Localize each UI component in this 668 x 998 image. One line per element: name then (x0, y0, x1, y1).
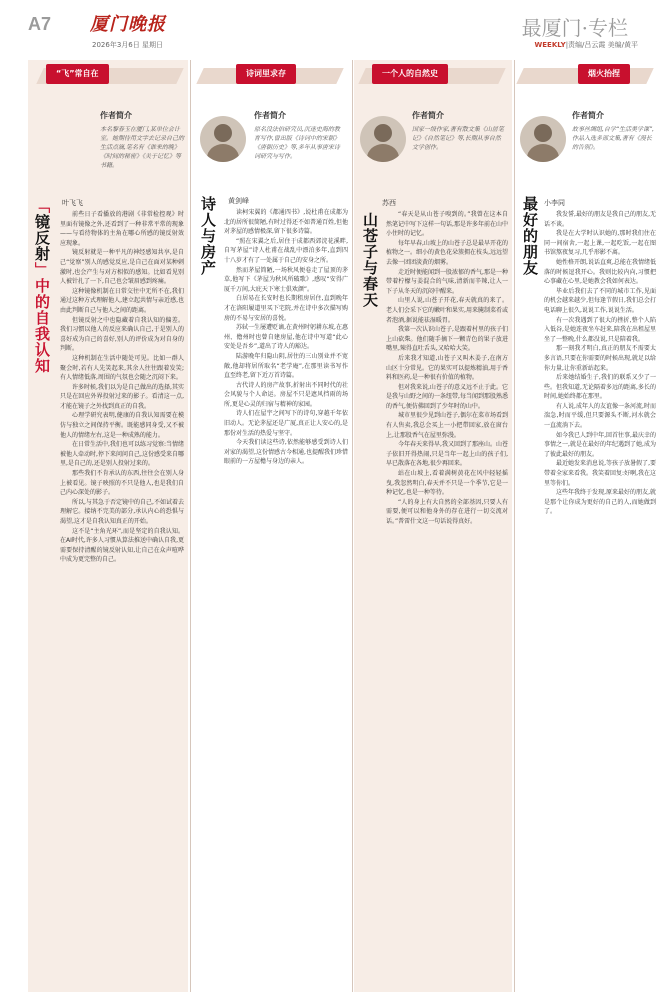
paragraph: 有一次我遇到了很大的挫折,整个人陷入低谷,是她连夜坐车赶来,陪我在出租屋里坐了一整晚,什么都没说,只是陪着我。 (544, 316, 656, 343)
column-3-body (386, 210, 508, 982)
weekly-label: WEEKLY (534, 41, 566, 49)
column-1-tag: “飞”常自在 (46, 64, 109, 84)
column-4-author-photo (520, 116, 566, 162)
paragraph: 在日常生活中,我们也可以练习觉察:当情绪被他人牵动时,停下来问问自己,这份感受来自哪里,是自己的,还是别人投射过来的。 (60, 441, 184, 468)
paragraph: 我第一次认识山苍子,是跟着村里的孩子们上山砍柴。他们随手摘下一颗青色的果子放进嘴里,辣得直吐舌头,又哈哈大笑。 (386, 326, 508, 353)
paragraph: 今年春天来得早,我又回到了那座山。山苍子依旧开得热闹,只是当年一起上山的孩子们,早已散落在各地,很少再回来。 (386, 441, 508, 468)
paragraph: 毕业后我们去了不同的城市工作,见面的机会越来越少,但每逢节假日,我们总会打电话聊上很久,说说工作,说说生活。 (544, 287, 656, 314)
paragraph: 每年早春,山坡上的山苍子总是最早开花的植物之一。细小的黄色花朵簇拥在枝头,远远望去像一团团淡黄的烟雾。 (386, 239, 508, 266)
paragraph: 最近她发来消息说,等孩子放暑假了,要带着全家来看我。我笑着回复:好啊,我在这里等你们。 (544, 460, 656, 487)
paragraph: “人的身上有大自然的全部基因,只要人有需要,便可以和他身外的存在进行一切交流对话。”普雷什文这一句话说得真好。 (386, 498, 508, 525)
title-bracket-close: 」中的自我认知 (33, 262, 51, 374)
editors-credit: |责编/吕云霞 美编/黄平 (565, 41, 638, 49)
paragraph: 但对我来说,山苍子的意义远不止于此。它是我与山野之间的一条纽带,每当闻到那股熟悉的香气,便仿佛回到了少年时的山中。 (386, 383, 508, 410)
newspaper-logo: 厦门晚报 (90, 14, 166, 35)
column-4-title: 最好的朋友 (521, 196, 539, 276)
paragraph: 那一刻我才明白,真正的朋友不需要太多言语,只要在你需要的时候出现,就足以给你力量,让你重新站起来。 (544, 345, 656, 372)
paragraph: 但镜反射之中也隐藏着自我认知的偏差。我们习惯以他人的反应来确认自己,于是别人的喜好成为自己的喜好,别人的评价成为对自身的判断。 (60, 316, 184, 353)
paragraph: 许多时候,我们以为是自己做出的选择,其实只是在回应外界投射过来的影子。看清这一点,才能在镜子之外找到真正的自我。 (60, 383, 184, 410)
column-3-tag: 一个人的自然史 (372, 64, 448, 84)
profile-label: 作者简介 (100, 111, 132, 120)
column-1-profile (100, 110, 184, 170)
paragraph: 她性格开朗,说话直爽,总能在我情绪低落的时候逗我开心。我则比较内向,习惯把心事藏在心里,是她教会我如何表达。 (544, 258, 656, 286)
paragraph: 城市里很少见到山苍子,偶尔在菜市场看到有人售卖,我总会买上一小把带回家,放在窗台上,让那股香气在屋里弥漫。 (386, 412, 508, 439)
column-3-author: 苏西 (382, 199, 396, 207)
column-2-body (224, 208, 348, 982)
paragraph: 白居易在长安时也长期租房居住,直到晚年才在洛阳履道里买下宅院,并在诗中多次描写购房的不易与安居的喜悦。 (224, 295, 348, 322)
paragraph: 前些日子看播放的港剧《非常检控观》时里面有镜像之外,还看到了一种非常平常的现象——与看待物体的主角在哪心所感的镜反射效应现象。 (60, 211, 184, 247)
paragraph: 然而茅屋简陋,一场秋风便卷走了屋顶的茅草,他写下《茅屋为秋风所破歌》,感叹“安得广厦千万间,大庇天下寒士俱欢颜”。 (224, 266, 348, 293)
profile-label: 作者简介 (572, 111, 604, 120)
column-4-author: 小李同 (544, 199, 565, 207)
profile-bio: 本名黎春玉在厦门,某单位会计室。她期待用文字去记录自己的生活点滴,笔名有《谁来的晚》《时间的秘密》《关于记忆》等书籍。 (100, 126, 185, 169)
column-2-title: 诗人与房产 (199, 196, 217, 276)
paragraph: 山里人说,山苍子开花,春天就真的来了。老人们会采下它的嫩叶和果实,用来腌制菜肴或者泡酒,据说能祛湿暖胃。 (386, 297, 508, 324)
column-2-author-photo (200, 116, 246, 162)
paragraph: “春天是从山苍子嗅到的。”我曾在这本自然笔记中写下这样一句话,那是许多年前在山中小住时的记忆。 (386, 211, 508, 238)
paragraph: 这种机制在生活中随处可见。比如一群人聚会时,若有人先笑起来,其余人往往跟着发笑;有人情绪低落,周围的气氛也会随之沉闷下来。 (60, 354, 184, 382)
paragraph: 所以,与其急于否定镜中的自己,不如试着去理解它。接纳不完美的部分,承认内心的恐惧与渴望,这才是自我认知真正的开始。 (60, 498, 184, 525)
paragraph: 我是在大学时认识她的,那时我们住在同一间宿舍,一起上课,一起吃饭,一起在图书馆熬夜复习,几乎形影不离。 (544, 230, 656, 257)
column-1-title (32, 198, 53, 374)
profile-bio: 国家一级作家,著有散文集《山居笔记》《自然笔记》等,长期从事自然文学创作。 (412, 126, 504, 151)
paragraph: 那些我们不肯承认的东西,往往会在别人身上被看见。镜子映照的不只是他人,也是我们自己内心深处的影子。 (60, 470, 184, 497)
paragraph: 苏轼一生屡遭贬谪,在黄州时躬耕东坡,在惠州、儋州时也曾自建房屋,他在诗中写道“此心安处是吾乡”,道出了诗人的豁达。 (224, 324, 348, 351)
paragraph: 这不是“主角光环”,而是坚定的自我认知。在AI时代,许多人习惯从算法推送中确认自我,更需要保持清醒的镜反射认知,让自己在众声喧哗中成为更完整的自己。 (60, 527, 184, 564)
column-4-tag: 烟火抬捏 (578, 64, 630, 84)
weekly-line (535, 40, 638, 50)
paragraph: 古代诗人的房产故事,折射出不同时代的社会风貌与个人命运。房屋不只是遮风挡雨的场所,更是心灵的归宿与精神的家园。 (224, 381, 348, 408)
column-1-author: 叶飞飞 (62, 199, 83, 207)
column-1-body (60, 210, 184, 982)
paragraph: 站在山坡上,看着满树黄花在风中轻轻摇曳,我忽然明白,春天并不只是一个季节,它是一种记忆,也是一种等待。 (386, 470, 508, 497)
paragraph: 今天我们读这些诗,依然能够感受到诗人们对家的渴望,这份情感古今相通,也提醒我们珍惜眼前的一方屋檐与身边的亲人。 (224, 439, 348, 466)
profile-bio: 原名没法伯研究员,沉迷史海的教育写作,曾出版《诗词中的宋朝》《唐朝历史》等,多年从事唐宋诗词研究与写作。 (254, 126, 340, 160)
column-divider (352, 60, 353, 992)
column-3-title: 山苍子与春天 (361, 212, 379, 308)
title-bracket-open: 「 (33, 198, 51, 214)
page-number: A7 (28, 14, 52, 34)
paragraph: 诗人们在屋宇之间写下的诗句,穿越千年依旧动人。无论茅屋还是广厦,真正让人安心的,是那份对生活的热爱与坚守。 (224, 410, 348, 437)
column-3-profile (412, 110, 506, 152)
paragraph: 读柯宋翼的《都通四书》,说杜甫在成都为北的居所很简陋,有时过得还不如普通百姓,但他对茅屋的感情极深,留下很多诗篇。 (224, 209, 348, 236)
paragraph: 后来我才知道,山苍子又叫木姜子,在南方山区十分常见。它的果实可以提炼精油,用于香料和医药,是一种很有价值的植物。 (386, 354, 508, 382)
column-2-author: 黄剑峰 (228, 197, 249, 205)
masthead (0, 0, 668, 58)
paragraph: 有人说,成年人的友谊像一条河流,时而湍急,时而平缓,但只要源头不断,河水就会一直流淌下去。 (544, 402, 656, 430)
column-3-author-photo (360, 116, 406, 162)
column-4-profile (572, 110, 656, 152)
paragraph: 陆游晚年归隐山阴,居住的三山别业并不宽敞,他却将居所取名“老学庵”,在那里读书写作直至终老,留下近万首诗篇。 (224, 352, 348, 380)
column-divider (190, 60, 191, 992)
paragraph: 镜反射就是一种平凡的神经感知共享,是自己“觉察”别人的感觉反应,是自己在面对某种刺激时,也会产生与对方相似的感知。比如看见别人被针扎了一下,自己也会皱眉感到疼痛。 (60, 249, 184, 286)
profile-bio: 故事丝绸组,自学“生活美学课”,作品入选多部文集,著有《漫长的告别》。 (572, 126, 655, 151)
paragraph: 这种镜像机制在日常交往中无所不在,我们通过这种方式理解他人,建立起共情与亲近感,也由此判断自己与他人之间的距离。 (60, 287, 184, 314)
column-2-profile (254, 110, 344, 161)
title-main: 镜反射 (33, 214, 51, 262)
issue-date: 2026年3月6日 星期日 (92, 41, 163, 49)
paragraph: “照在宋翼之后,居住于成都西郊浣花溪畔,自写茅屋”诗人杜甫在战乱中漂泊多年,直到四十八岁才有了一处属于自己的安身之所。 (224, 237, 348, 264)
profile-label: 作者简介 (254, 111, 286, 120)
paragraph: 这些年我终于发现,原来最好的朋友,就是那个让你成为更好的自己的人,而她做到了。 (544, 489, 656, 516)
paragraph: 如今我已人到中年,回首往事,最庆幸的事情之一,就是在最好的年纪遇到了她,成为了彼此最好的朋友。 (544, 431, 656, 458)
column-4-body (544, 210, 656, 982)
column-divider (514, 60, 515, 992)
paragraph: 我发誓,最好的朋友是我自己的朋友,无话不谈。 (544, 211, 656, 228)
paragraph: 后来她结婚生子,我们的联系又少了一些。但我知道,无论隔着多远的距离,多长的时间,她始终都在那里。 (544, 374, 656, 401)
paragraph: 走近时便能闻到一股浓郁的香气,那是一种带着柠檬与姜混合的气味,清新而辛辣,让人一下子从冬天的沉闷中醒来。 (386, 268, 508, 295)
profile-label: 作者简介 (412, 111, 444, 120)
paragraph: 心理学研究表明,健康的自我认知需要在模仿与独立之间保持平衡。既能感同身受,又不被他人的情绪左右,这是一种成熟的能力。 (60, 412, 184, 439)
section-title: 最厦门·专栏 (521, 16, 628, 40)
column-2-tag: 诗词里求存 (236, 64, 296, 84)
